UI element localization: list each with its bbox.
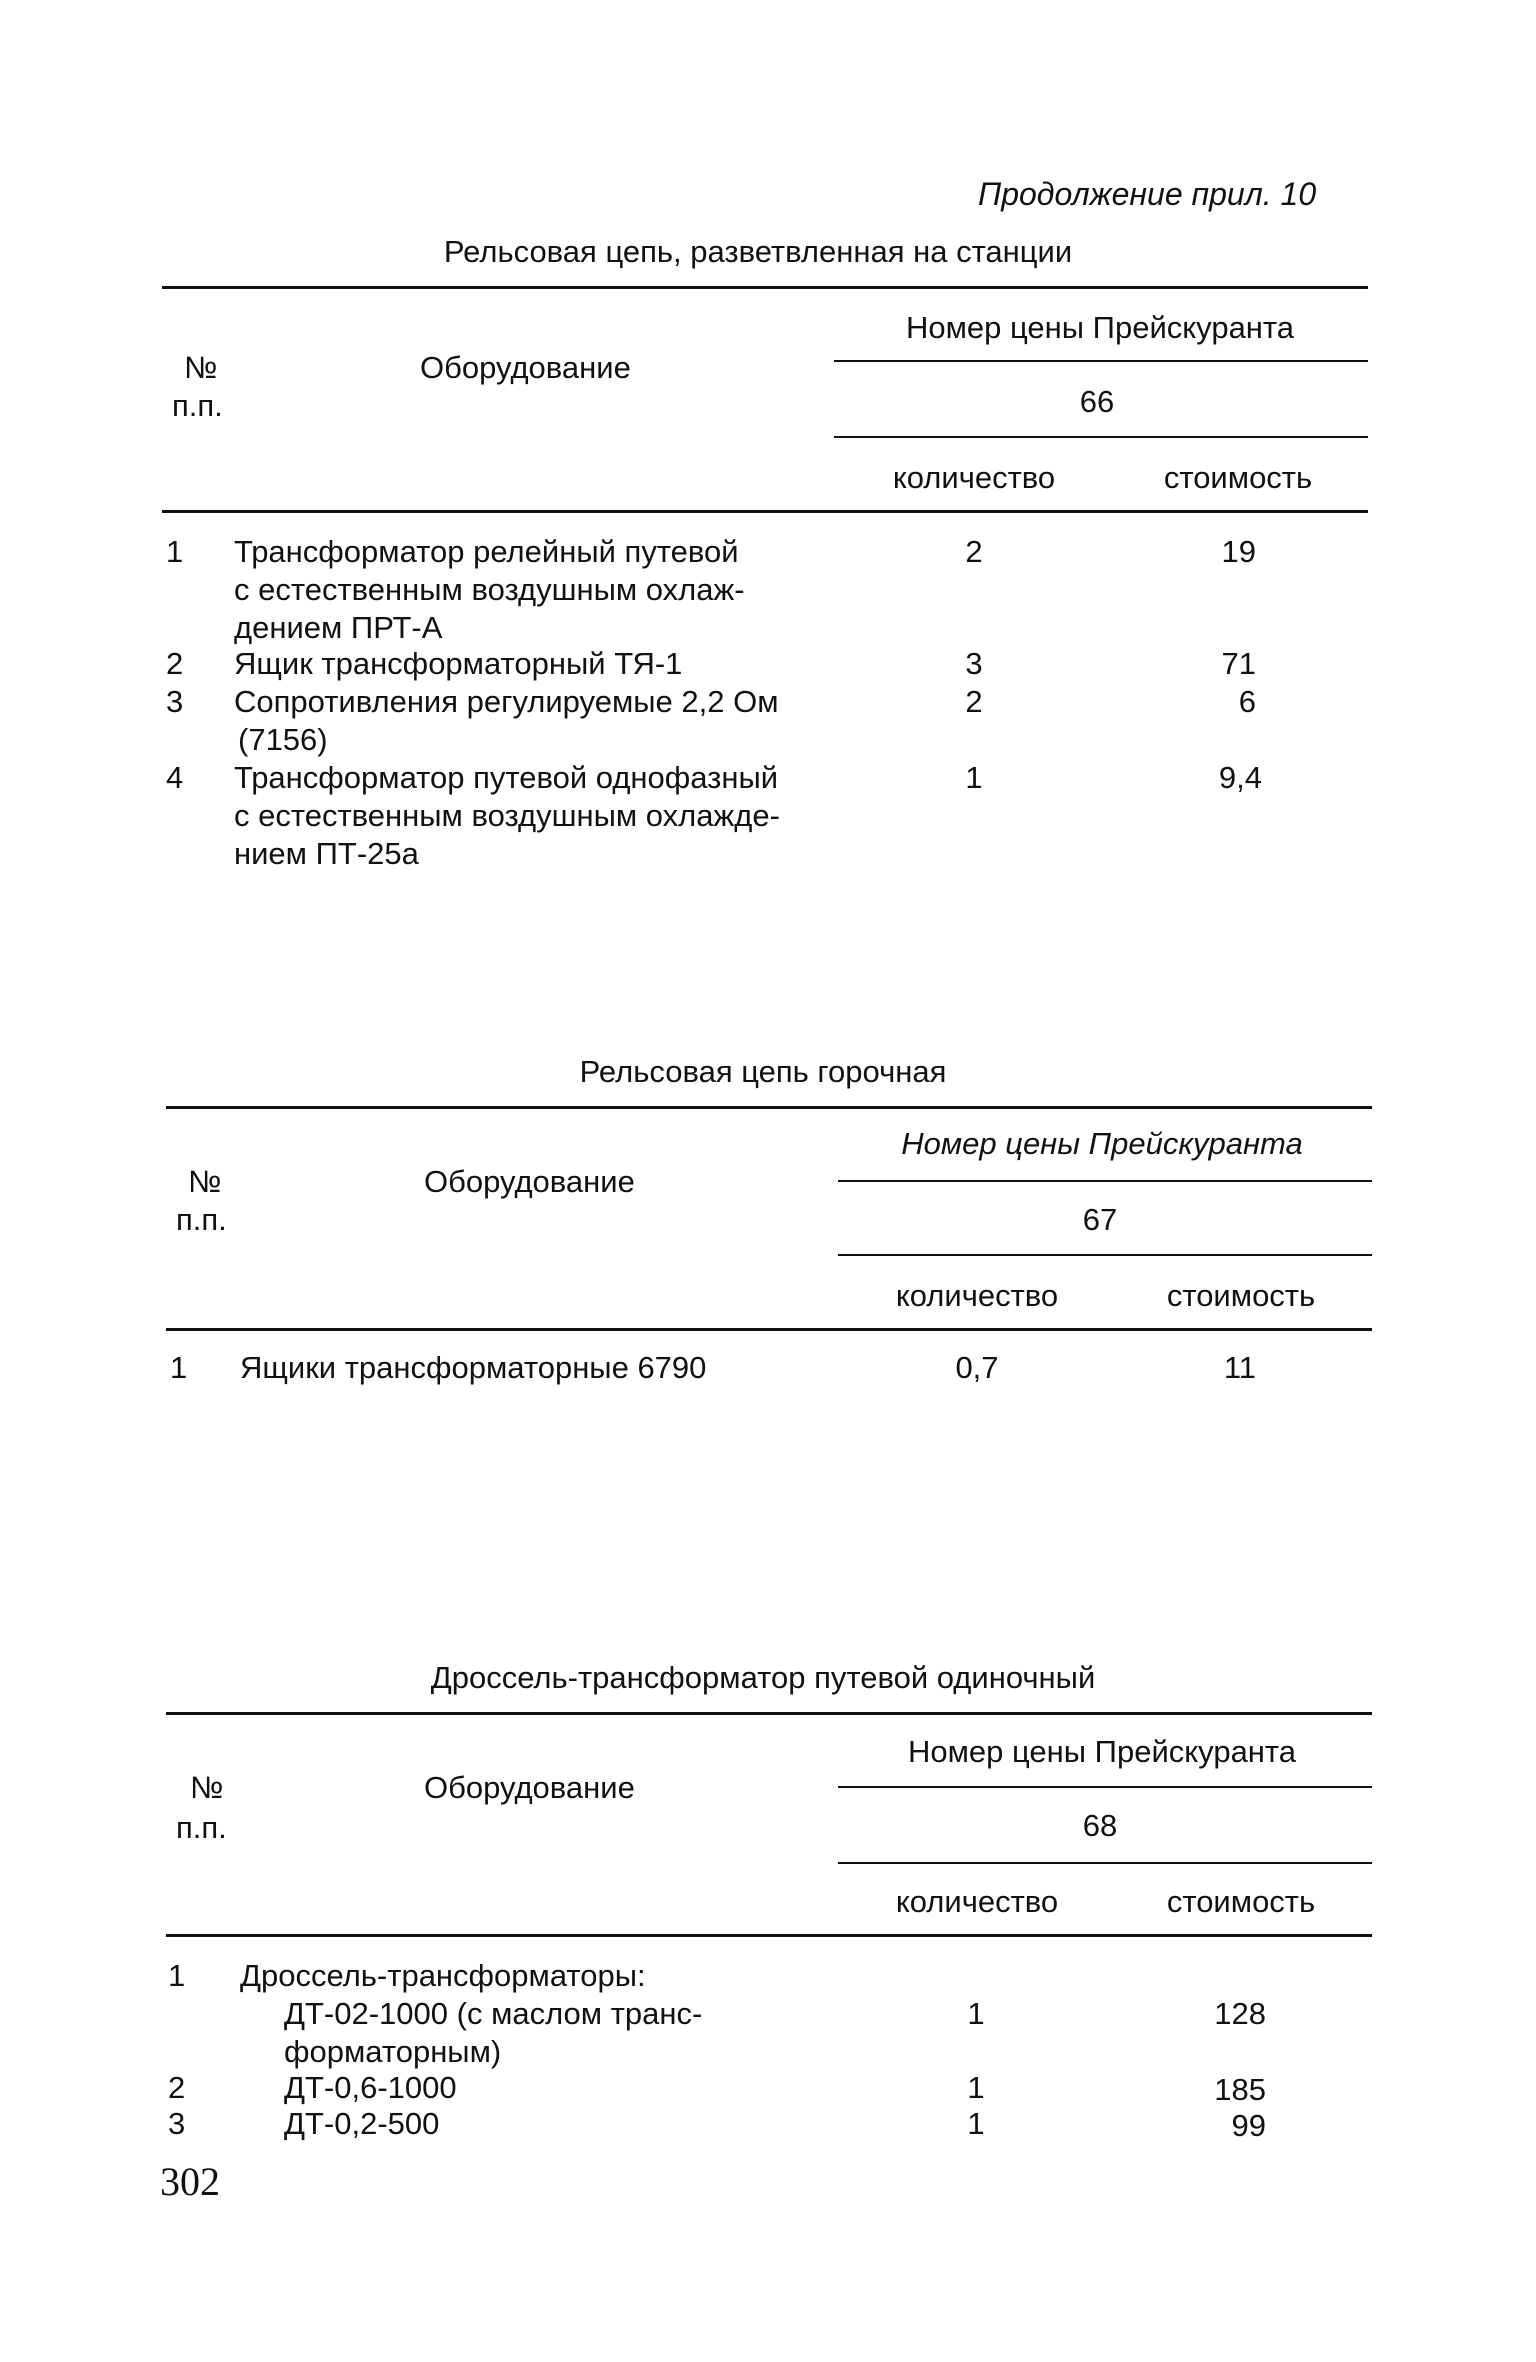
row-equipment: ДТ-0,2-500	[284, 2106, 440, 2141]
price-rule	[834, 360, 1368, 362]
table-title: Рельсовая цепь горочная	[579, 1054, 947, 1089]
row-number: 1	[168, 1958, 186, 1993]
row-quantity: 1	[967, 2106, 985, 2141]
page-number: 302	[160, 2159, 220, 2204]
table-title: Рельсовая цепь, разветвленная на станции	[443, 234, 1073, 269]
price-list-header: Номер цены Прейскуранта	[907, 1734, 1297, 1769]
col-header-number-sub: п.п.	[172, 388, 223, 423]
price-list-header: Номер цены Прейскуранта	[905, 310, 1295, 345]
col-header-quantity: количество	[895, 1278, 1059, 1313]
row-equipment: форматорным)	[284, 2034, 502, 2069]
row-equipment: с естественным воздушным охлажде-	[234, 798, 780, 833]
table-top-rule	[166, 1106, 1372, 1109]
header-bottom-rule	[166, 1934, 1372, 1937]
price-rule	[834, 436, 1368, 438]
col-header-number: №	[188, 1164, 222, 1199]
col-header-cost: стоимость	[1163, 460, 1313, 495]
col-header-number: №	[190, 1770, 224, 1805]
row-cost: 19	[1221, 534, 1256, 569]
col-header-number-sub: п.п.	[176, 1810, 227, 1845]
price-number: 68	[1082, 1808, 1118, 1843]
table-top-rule	[166, 1712, 1372, 1715]
row-equipment: нием ПТ-25а	[234, 836, 419, 871]
row-equipment: дением ПРТ-А	[234, 610, 443, 645]
row-cost: 99	[1231, 2108, 1266, 2143]
row-equipment: Трансформатор путевой однофазный	[234, 760, 779, 795]
row-quantity: 1	[967, 1996, 985, 2031]
row-number: 3	[168, 2106, 186, 2141]
table-top-rule	[162, 286, 1368, 289]
continuation-note: Продолжение прил. 10	[978, 176, 1317, 212]
col-header-equipment: Оборудование	[424, 1770, 635, 1805]
row-cost: 185	[1214, 2072, 1266, 2107]
row-number: 1	[166, 534, 184, 569]
price-rule	[838, 1786, 1372, 1788]
row-quantity: 2	[965, 684, 983, 719]
row-quantity: 0,7	[955, 1350, 999, 1385]
price-rule	[838, 1254, 1372, 1256]
price-list-header: Номер цены Прейскуранта	[901, 1126, 1303, 1161]
col-header-quantity: количество	[895, 1884, 1059, 1919]
price-number: 67	[1082, 1202, 1118, 1237]
row-equipment: (7156)	[238, 722, 328, 757]
row-equipment: с естественным воздушным охлаж-	[234, 572, 745, 607]
row-cost: 9,4	[1218, 760, 1262, 795]
row-quantity: 2	[965, 534, 983, 569]
col-header-cost: стоимость	[1166, 1278, 1316, 1313]
header-bottom-rule	[166, 1328, 1372, 1331]
price-rule	[838, 1862, 1372, 1864]
col-header-number: №	[184, 350, 218, 385]
row-cost: 6	[1238, 684, 1256, 719]
row-equipment: ДТ-02-1000 (с маслом транс-	[284, 1996, 703, 2031]
row-quantity: 3	[965, 646, 983, 681]
row-equipment: ДТ-0,6-1000	[284, 2070, 457, 2105]
row-number: 3	[166, 684, 184, 719]
col-header-equipment: Оборудование	[424, 1164, 635, 1199]
row-cost: 11	[1223, 1350, 1256, 1385]
row-equipment: Дроссель-трансформаторы:	[240, 1958, 646, 1993]
price-rule	[838, 1180, 1372, 1182]
row-quantity: 1	[967, 2070, 985, 2105]
row-equipment: Ящик трансформаторный ТЯ-1	[234, 646, 683, 681]
col-header-number-sub: п.п.	[176, 1202, 227, 1237]
col-header-equipment: Оборудование	[420, 350, 631, 385]
table-title: Дроссель-трансформатор путевой одиночный	[430, 1660, 1096, 1695]
col-header-cost: стоимость	[1166, 1884, 1316, 1919]
row-number: 4	[166, 760, 184, 795]
row-equipment: Трансформатор релейный путевой	[234, 534, 739, 569]
row-equipment: Сопротивления регулируемые 2,2 Ом	[234, 684, 779, 719]
col-header-quantity: количество	[892, 460, 1056, 495]
price-number: 66	[1079, 384, 1115, 419]
row-number: 1	[170, 1350, 188, 1385]
row-number: 2	[166, 646, 184, 681]
row-equipment: Ящики трансформаторные 6790	[240, 1350, 707, 1385]
header-bottom-rule	[162, 510, 1368, 513]
row-number: 2	[168, 2070, 186, 2105]
row-cost: 71	[1221, 646, 1256, 681]
row-cost: 128	[1214, 1996, 1266, 2031]
row-quantity: 1	[965, 760, 983, 795]
